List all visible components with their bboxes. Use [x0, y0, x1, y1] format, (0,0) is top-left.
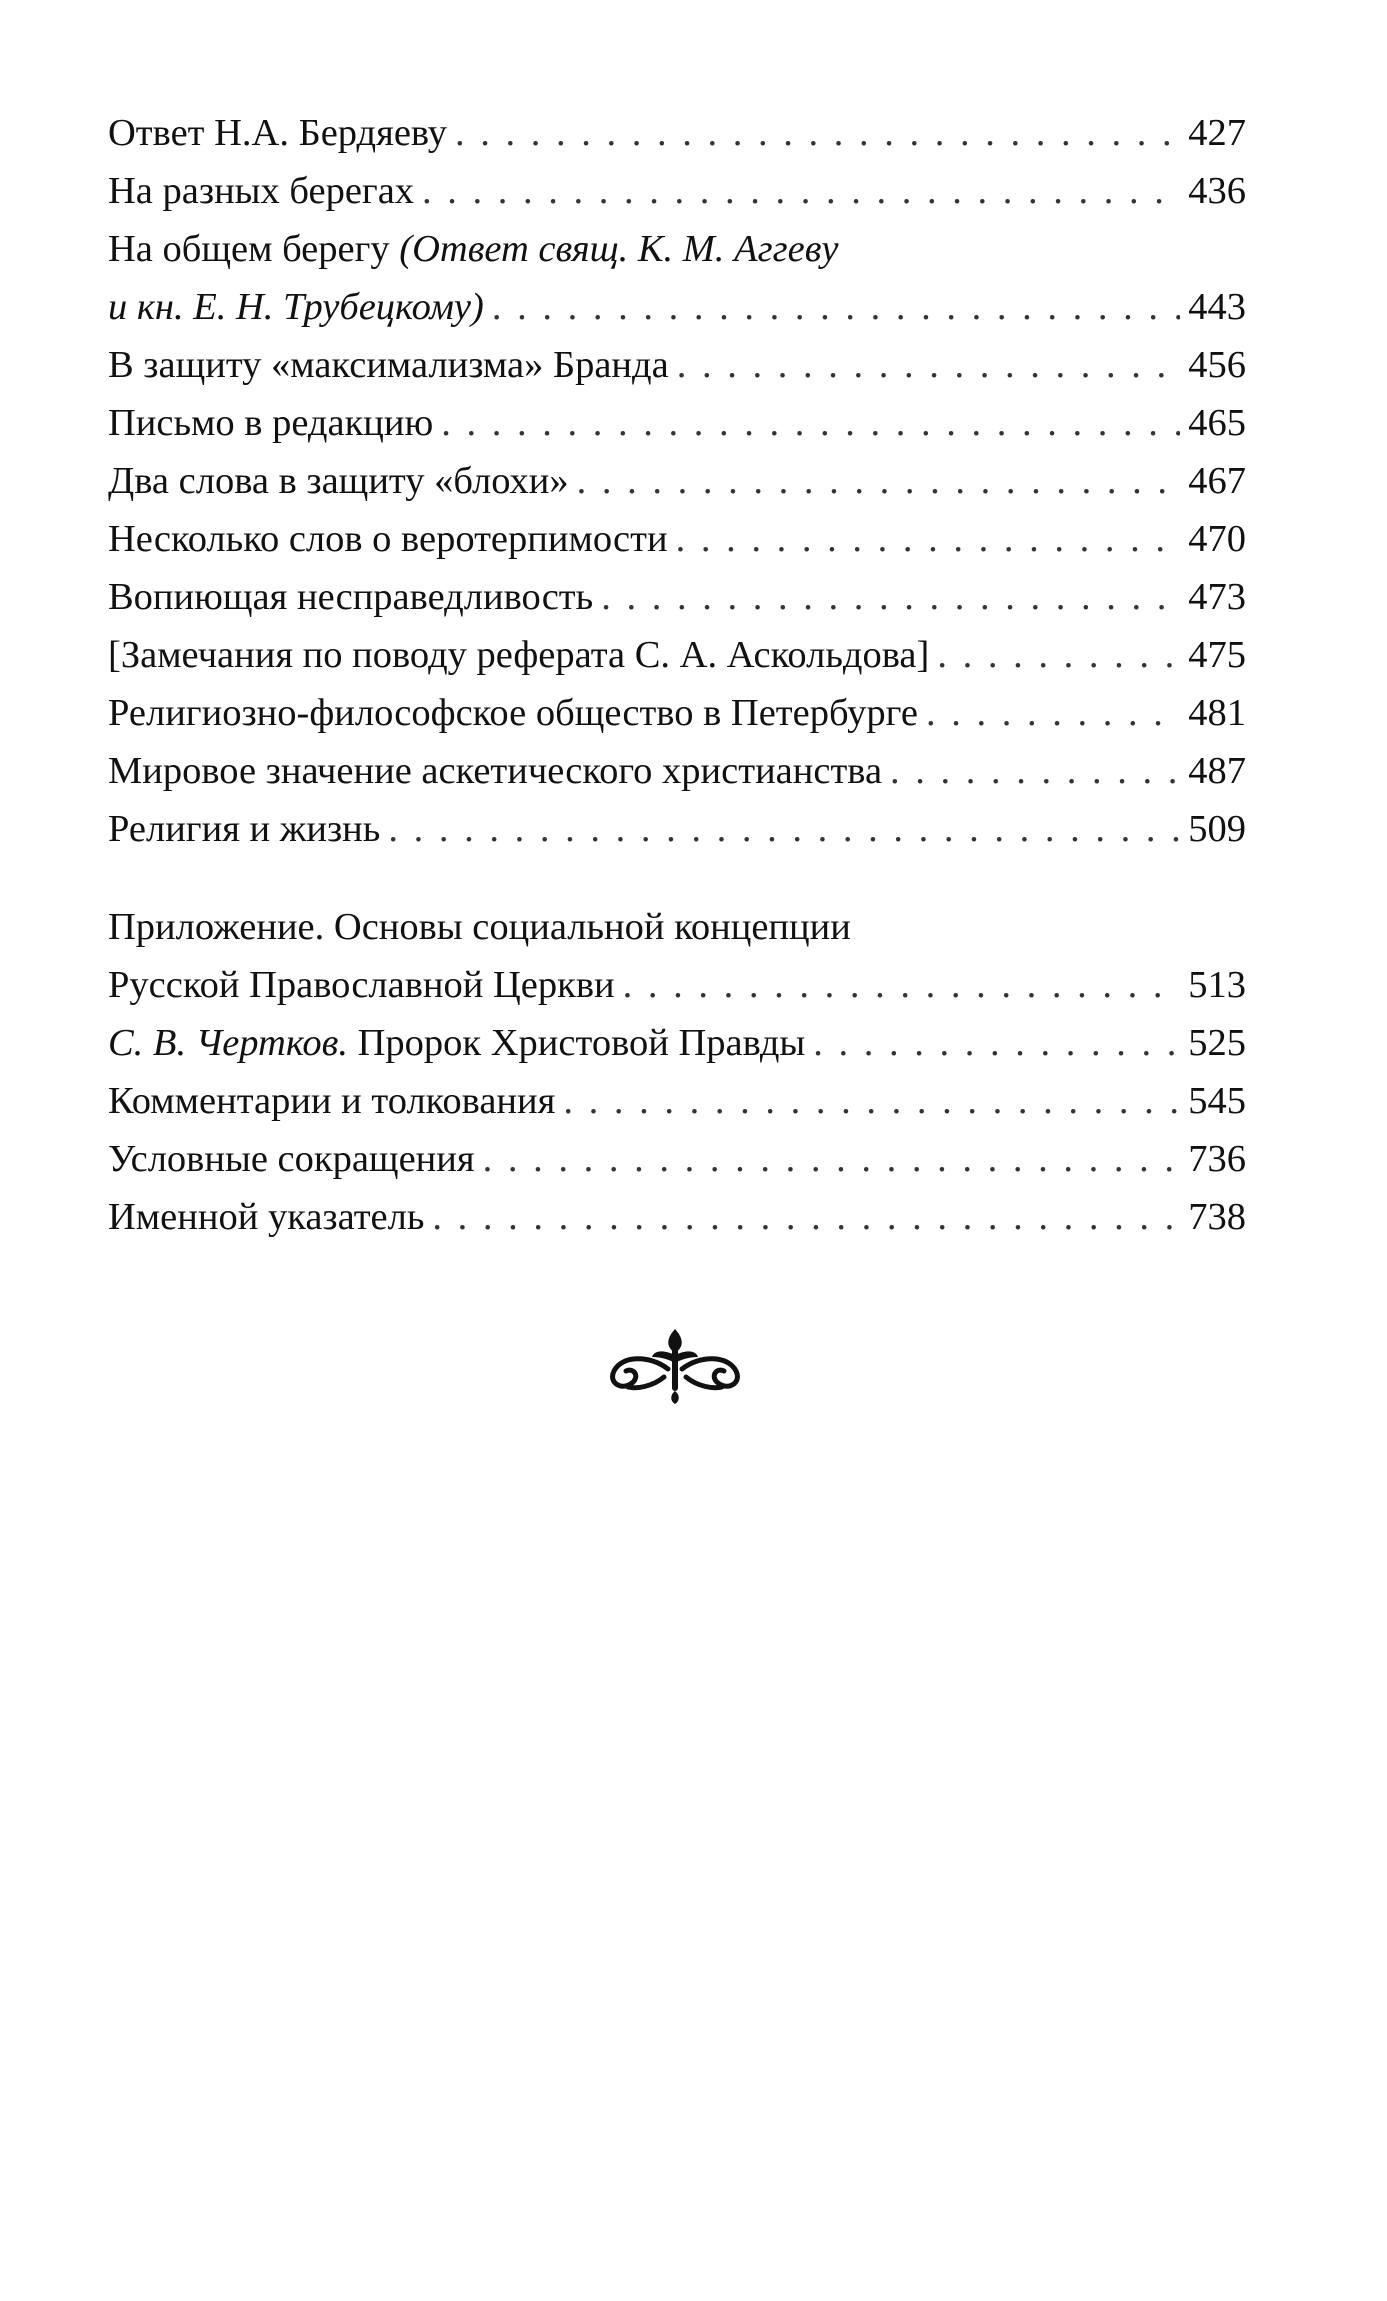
toc-entry[interactable] — [108, 452, 1246, 510]
toc-entry-title: Именной указатель — [108, 1196, 425, 1238]
toc-entry[interactable] — [108, 684, 1246, 742]
toc-entry-title: Религиозно-философское общество в Петербурге — [108, 692, 918, 734]
toc-entry-title: На разных берегах — [108, 170, 415, 212]
toc-entry-page: 443 — [1188, 286, 1246, 328]
toc-entry-title: [Замечания по поводу реферата С. А. Аскольдова] — [108, 634, 930, 676]
dot-leader — [929, 626, 1180, 684]
toc-entry-title: На общем берегу — [108, 228, 400, 270]
toc-entry[interactable] — [108, 394, 1246, 452]
dot-leader — [475, 1130, 1180, 1188]
toc-entry-title: Вопиющая несправедливость — [108, 576, 594, 618]
toc-entry-title: В защиту «максимализма» Бранда — [108, 344, 669, 386]
toc-entry-page: 487 — [1188, 750, 1246, 792]
dot-leader — [447, 104, 1180, 162]
toc-entry-page: 513 — [1188, 964, 1246, 1006]
toc-entry[interactable] — [108, 162, 1246, 220]
dot-leader — [918, 684, 1180, 742]
dot-leader — [433, 394, 1180, 452]
toc-entry[interactable] — [108, 800, 1246, 858]
dot-leader — [414, 162, 1180, 220]
toc-entry-page: 545 — [1188, 1080, 1246, 1122]
toc-entry[interactable] — [108, 104, 1246, 162]
toc-entry-page: 475 — [1188, 634, 1246, 676]
dot-leader — [805, 1014, 1180, 1072]
toc-entry-page: 481 — [1188, 692, 1246, 734]
dot-leader — [555, 1072, 1180, 1130]
toc-entry[interactable] — [108, 1188, 1246, 1246]
dot-leader — [882, 742, 1180, 800]
toc-entry[interactable] — [108, 510, 1246, 568]
toc-entry-page: 427 — [1188, 112, 1246, 154]
section-gap — [108, 858, 1246, 898]
dot-leader — [593, 568, 1180, 626]
dot-leader — [569, 452, 1180, 510]
toc-entry-page: 736 — [1188, 1138, 1246, 1180]
dot-leader — [615, 956, 1180, 1014]
dot-leader — [668, 510, 1180, 568]
toc-entry-page: 525 — [1188, 1022, 1246, 1064]
toc-entry-title: Письмо в редакцию — [108, 402, 434, 444]
toc-entry-page: 509 — [1188, 808, 1246, 850]
toc-entry-page: 456 — [1188, 344, 1246, 386]
toc-entry-title: Комментарии и толкования — [108, 1080, 556, 1122]
toc-entry-page: 470 — [1188, 518, 1246, 560]
toc-entry-title: Пророк Христовой Правды — [348, 1022, 806, 1064]
toc-entry[interactable] — [108, 898, 1246, 1014]
toc-entry-page: 473 — [1188, 576, 1246, 618]
toc-entry[interactable] — [108, 568, 1246, 626]
toc-entry-page: 436 — [1188, 170, 1246, 212]
toc-entry[interactable] — [108, 742, 1246, 800]
toc-entry[interactable] — [108, 220, 1246, 336]
toc-entry-title: Условные сокращения — [108, 1138, 475, 1180]
dot-leader — [484, 278, 1180, 336]
toc-entry-author: С. В. Чертков. — [108, 1022, 348, 1064]
toc-entry[interactable] — [108, 336, 1246, 394]
table-of-contents — [108, 104, 1246, 1246]
fleuron-ornament-icon — [600, 1325, 750, 1405]
toc-entry-subtitle: (Ответ свящ. К. М. Аггеву — [399, 228, 839, 270]
toc-entry-title-group — [108, 1014, 805, 1072]
toc-entry-page: 465 — [1188, 402, 1246, 444]
dot-leader — [669, 336, 1180, 394]
toc-entry[interactable] — [108, 1072, 1246, 1130]
toc-entry-title: Ответ Н.А. Бердяеву — [108, 112, 448, 154]
toc-entry-page: 738 — [1188, 1196, 1246, 1238]
toc-entry-title: Несколько слов о веротерпимости — [108, 518, 668, 560]
toc-entry[interactable] — [108, 626, 1246, 684]
dot-leader — [424, 1188, 1180, 1246]
toc-entry-title: Русской Православной Церкви — [108, 964, 615, 1006]
toc-entry-title: Приложение. Основы социальной концепции — [108, 906, 851, 948]
toc-entry-subtitle: и кн. Е. Н. Трубецкому) — [108, 286, 484, 328]
toc-entry-title: Религия и жизнь — [108, 808, 381, 850]
toc-entry-title: Мировое значение аскетического христианства — [108, 750, 883, 792]
toc-entry[interactable] — [108, 1130, 1246, 1188]
dot-leader — [380, 800, 1180, 858]
toc-entry[interactable] — [108, 1014, 1246, 1072]
toc-entry-page: 467 — [1188, 460, 1246, 502]
toc-entry-title: Два слова в защиту «блохи» — [108, 460, 569, 502]
toc-entry-title-line — [108, 220, 1246, 278]
